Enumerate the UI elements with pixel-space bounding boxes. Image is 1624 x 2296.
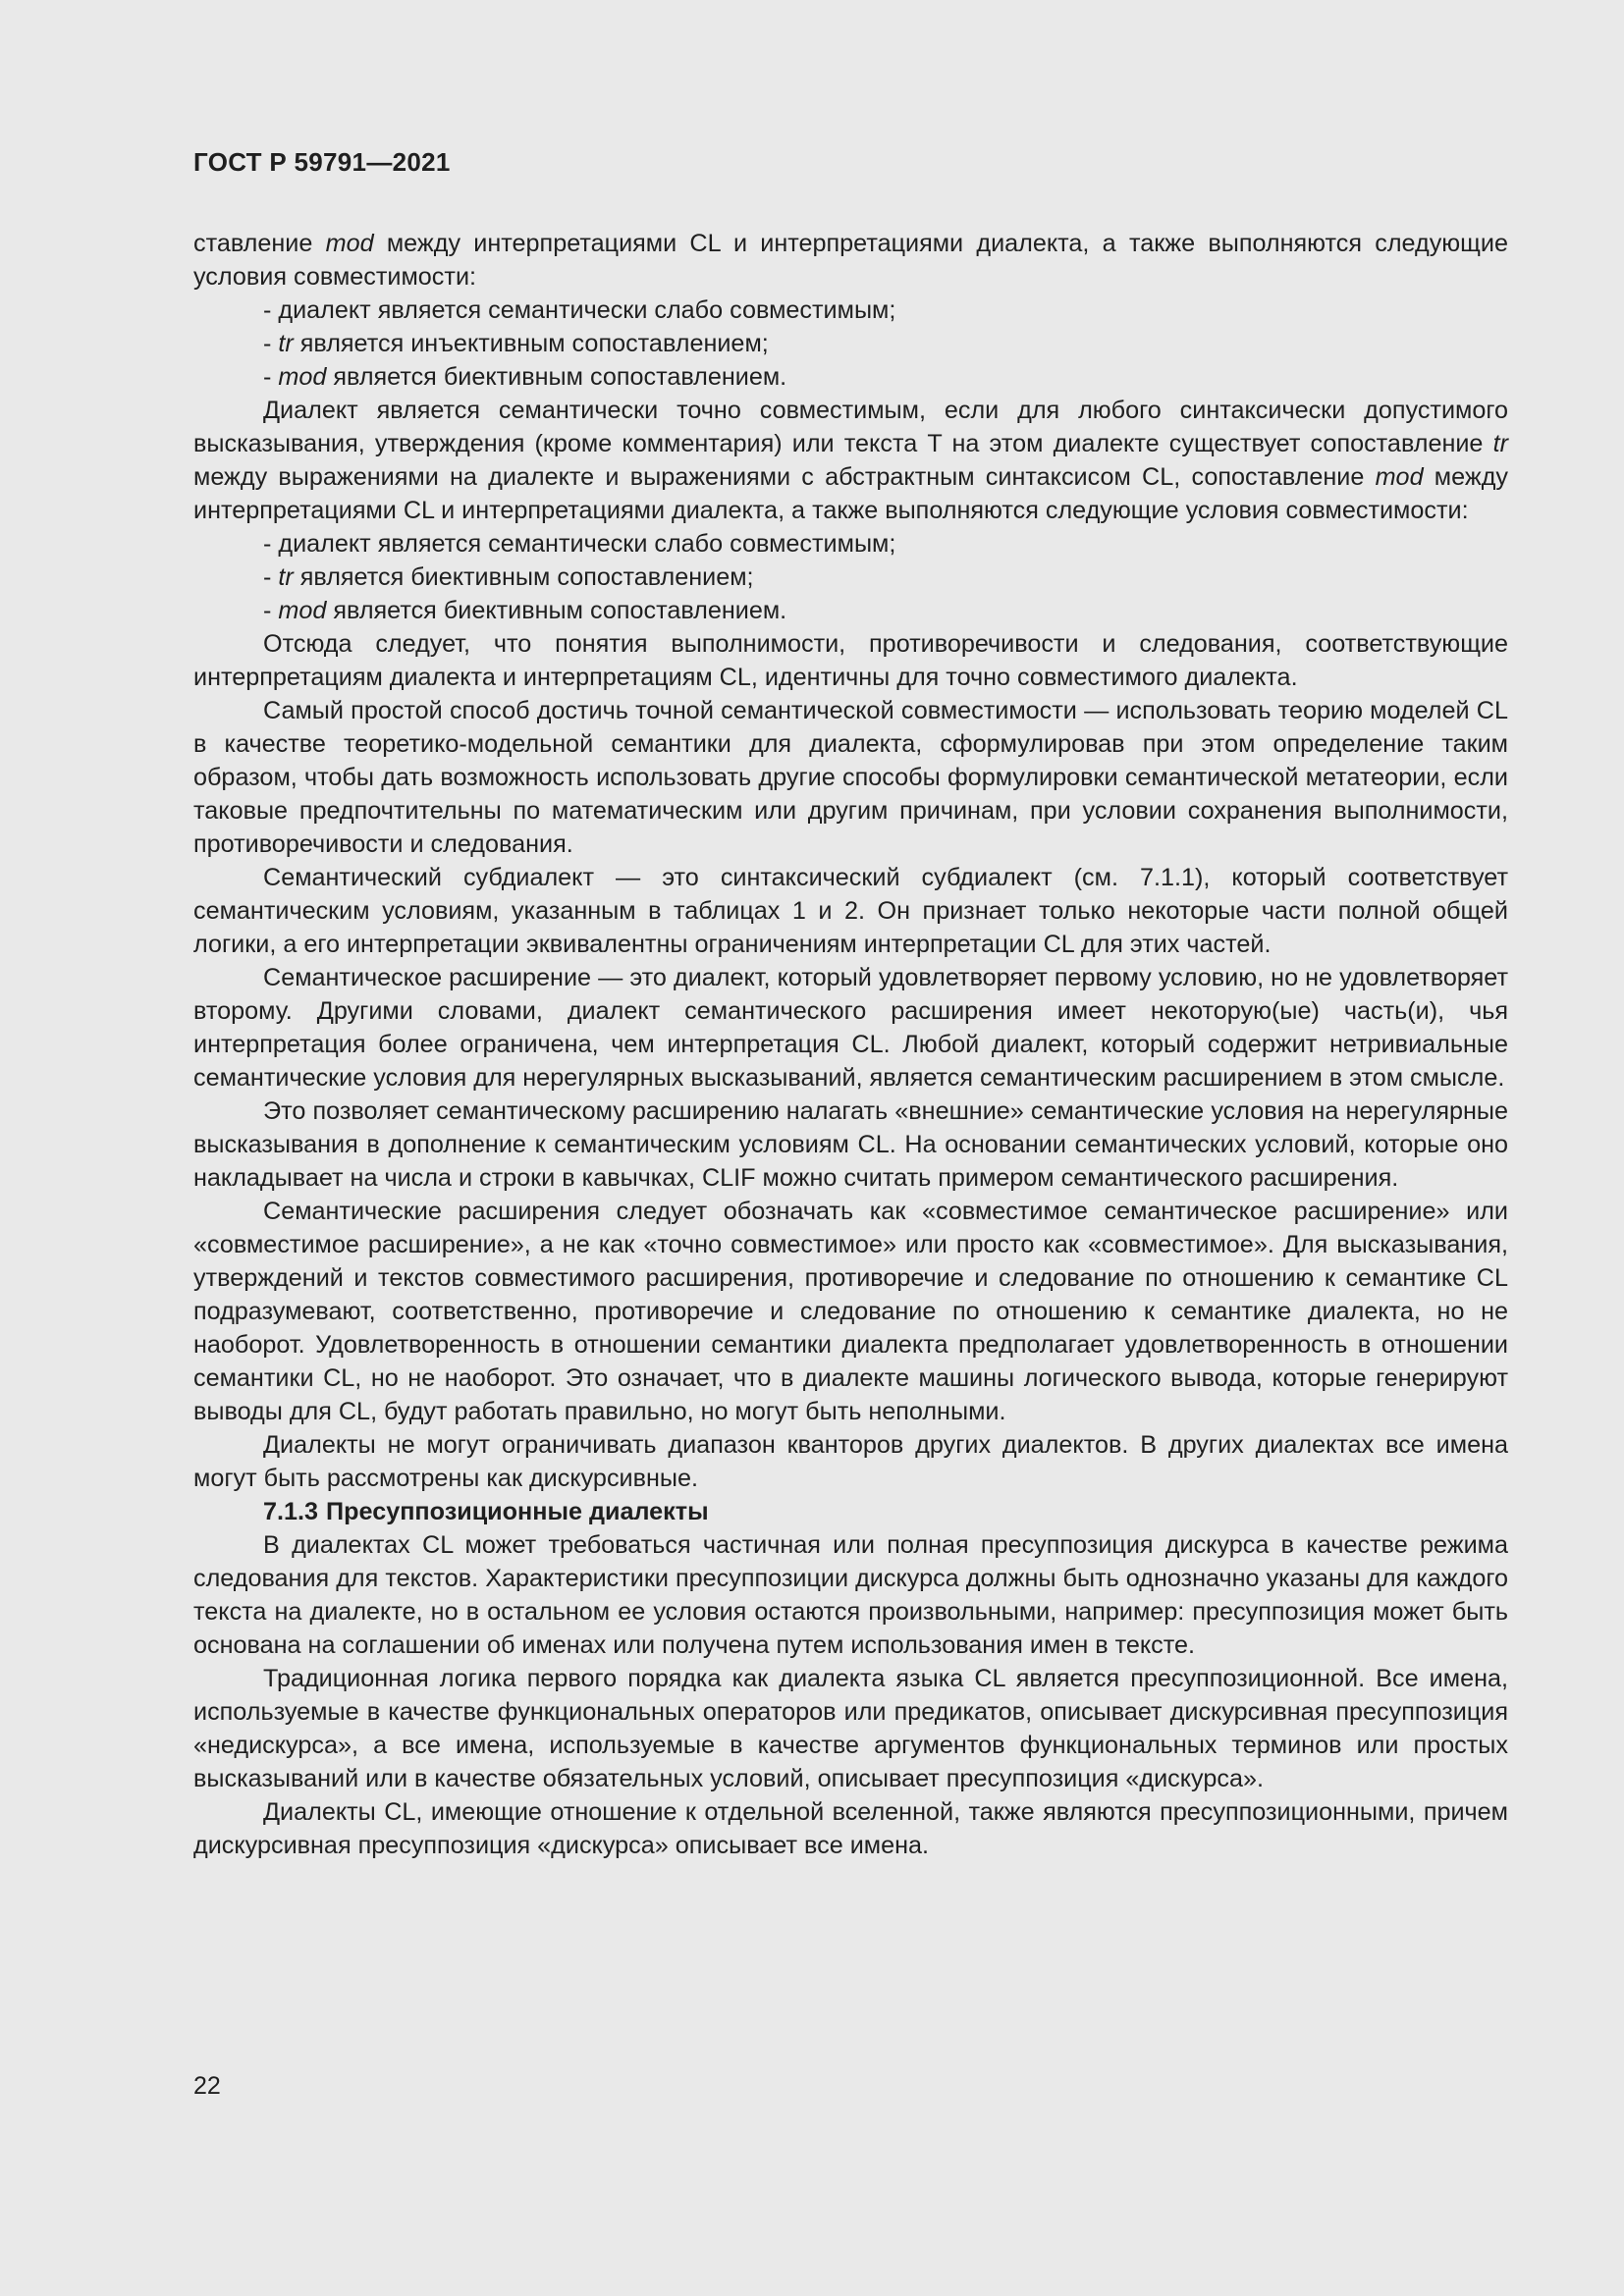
italic-term: mod <box>278 363 327 391</box>
italic-term: mod <box>278 597 327 624</box>
text-run: является инъективным сопоставлением; <box>293 330 769 357</box>
text-run: является биективным сопоставлением; <box>293 563 754 591</box>
paragraph-continuation <box>193 227 1508 294</box>
list-item <box>193 594 1508 627</box>
paragraph: Диалекты CL, имеющие отношение к отдельной вселенной, также являются пресуппозиционными, причем дискурсивная пресуппозиция «дискурса» описывает все имена. <box>193 1798 1508 1859</box>
list-item: - диалект является семантически слабо совместимым; <box>263 296 896 324</box>
italic-term: tr <box>278 563 294 591</box>
text-run: между выражениями на диалекте и выражениями с абстрактным синтаксисом CL, сопоставление <box>193 463 1376 491</box>
paragraph: Самый простой способ достичь точной семантической совместимости — использовать теорию моделей CL в качестве теоретико-модельной семантики для диалекта, сформулировав при этом определение таким образом, чтобы дать возможность использовать другие способы формулировки семантической метатеории, если таковые предпочтительны по математическим или другим причинам, при условии сохранения выполнимости, противоречивости и следования. <box>193 697 1508 858</box>
text-run: Диалект является семантически точно совместимым, если для любого синтаксически допустимого высказывания, утверждения (кроме комментария) или текста T на этом диалекте существует сопоставление <box>193 397 1508 457</box>
paragraph: Диалекты не могут ограничивать диапазон кванторов других диалектов. В других диалектах все имена могут быть рассмотрены как дискурсивные. <box>193 1431 1508 1492</box>
list-item <box>193 561 1508 594</box>
italic-term: mod <box>325 230 374 257</box>
list-item <box>193 360 1508 394</box>
paragraph: В диалектах CL может требоваться частичная или полная пресуппозиция дискурса в качестве режима следования для текстов. Характеристики пресуппозиции дискурса должны быть однозначно указаны для каждого текста на диалекте, но в остальном ее условия остаются произвольными, например: пресуппозиция может быть основана на соглашении об именах или получена путем использования имен в тексте. <box>193 1531 1508 1659</box>
section-number: 7.1.3 <box>263 1498 319 1525</box>
text-run: между интерпретациями CL и интерпретациями диалекта, а также выполняются следующие условия совместимости: <box>193 463 1508 524</box>
paragraph: Традиционная логика первого порядка как диалекта языка CL является пресуппозиционной. Все имена, используемые в качестве функциональных операторов или предикатов, описывает дискурсивная пресуппозиция «недискурса», а все имена, используемые в качестве аргументов функциональных терминов или простых высказываний или в качестве обязательных условий, описывает пресуппозиция «дискурса». <box>193 1665 1508 1792</box>
text-run: - <box>263 563 279 591</box>
list-item: - диалект является семантически слабо совместимым; <box>263 530 896 558</box>
section-title: Пресуппозиционные диалекты <box>326 1498 709 1525</box>
standard-id-header: ГОСТ Р 59791—2021 <box>193 147 451 177</box>
paragraph: Отсюда следует, что понятия выполнимости, противоречивости и следования, соответствующие интерпретациям диалекта и интерпретациям CL, идентичны для точно совместимого диалекта. <box>193 630 1508 691</box>
section-heading <box>193 1495 1508 1528</box>
paragraph: Семантический субдиалект — это синтаксический субдиалект (см. 7.1.1), который соответствует семантическим условиям, указанным в таблицах 1 и 2. Он признает только некоторые части полной общей логики, а его интерпретации эквивалентны ограничениям интерпретации CL для этих частей. <box>193 864 1508 958</box>
text-run: - <box>263 597 279 624</box>
italic-term: mod <box>1375 463 1424 491</box>
paragraph: Семантическое расширение — это диалект, который удовлетворяет первому условию, но не удовлетворяет второму. Другими словами, диалект семантического расширения имеет некоторую(ые) часть(и), чья интерпретация более ограничена, чем интерпретация CL. Любой диалект, который содержит нетривиальные семантические условия для нерегулярных высказываний, является семантическим расширением в этом смысле. <box>193 964 1508 1092</box>
paragraph: Семантические расширения следует обозначать как «совместимое семантическое расширение» или «совместимое расширение», а не как «точно совместимое» или просто как «совместимое». Для высказывания, утверждений и текстов совместимого расширения, противоречие и следование по отношению к семантике CL подразумевают, соответственно, противоречие и следование по отношению к семантике диалекта, но не наоборот. Удовлетворенность в отношении семантики диалекта предполагает удовлетворенность в отношении семантики CL, но не наоборот. Это означает, что в диалекте машины логического вывода, которые генерируют выводы для CL, будут работать правильно, но могут быть неполными. <box>193 1198 1508 1425</box>
page-content <box>193 227 1508 1862</box>
list-item <box>193 327 1508 360</box>
text-run: между интерпретациями CL и интерпретациями диалекта, а также выполняются следующие условия совместимости: <box>193 230 1508 291</box>
text-run: - <box>263 330 279 357</box>
text-run: является биективным сопоставлением. <box>326 363 787 391</box>
italic-term: tr <box>278 330 294 357</box>
text-run: является биективным сопоставлением. <box>326 597 787 624</box>
text-run: - <box>263 363 279 391</box>
text-run: ставление <box>193 230 326 257</box>
page-number: 22 <box>193 2072 221 2100</box>
paragraph <box>193 394 1508 527</box>
italic-term: tr <box>1492 430 1508 457</box>
paragraph: Это позволяет семантическому расширению налагать «внешние» семантические условия на нерегулярные высказывания в дополнение к семантическим условиям CL. На основании семантических условий, которые оно накладывает на числа и строки в кавычках, CLIF можно считать примером семантического расширения. <box>193 1097 1508 1192</box>
